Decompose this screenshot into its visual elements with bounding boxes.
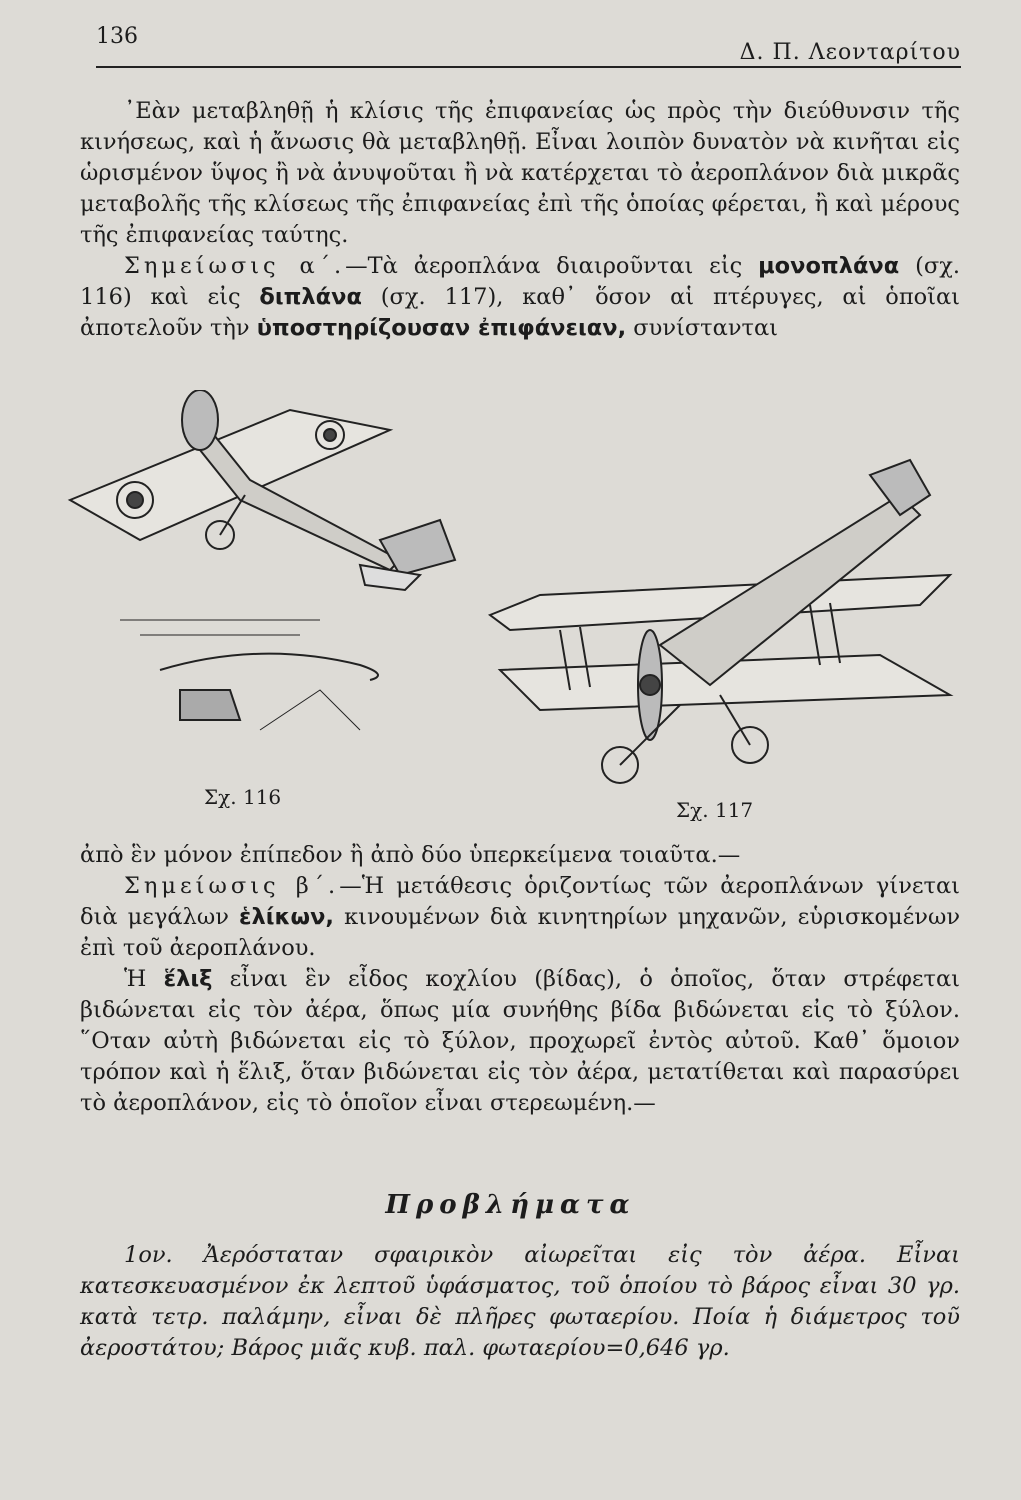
term-supporting-surface: ὑποστηρίζουσαν ἐπιφάνειαν, (256, 315, 627, 341)
page-header (96, 24, 961, 66)
text-block-middle (80, 840, 960, 1119)
term-biplanes: διπλάνα (259, 284, 362, 310)
note-alpha (80, 251, 960, 344)
biplane-illustration (480, 455, 960, 805)
note-alpha-text-d: συνίστανται (626, 315, 778, 341)
helix-text: εἶναι ἓν εἶδος κοχλίου (βίδας), ὁ ὁποῖος, ὅταν στρέφεται βιδώνεται εἰς τὸν ἀέρα, ὅπως μία συνήθης βίδα βιδώνεται εἰς τὸ ξύλον. ῞Οταν αὐτὴ βιδώνεται εἰς τὸ ξύλον, προχωρεῖ ἐντὸς αὐτοῦ. Καθ᾽ ὅμοιον τρόπον καὶ ἡ ἕλιξ, ὅταν βιδώνεται εἰς τὸν ἀέρα, μετατίθεται καὶ παρασύρει τὸ ἀεροπλάνον, εἰς τὸ ὁποῖον εἶναι στερεωμένη.— (80, 966, 960, 1116)
problems-heading: Προβλήματα (385, 1190, 636, 1220)
running-head: Δ. Π. Λεονταρίτου (739, 40, 961, 65)
note-alpha-text-c: (σχ. 117), καθ᾽ ὅσον αἱ πτέρυγες, αἱ ὁποῖαι ἀποτελοῦν τὴν (80, 284, 961, 341)
note-beta-text-b: κινουμένων διὰ κινητηρίων μηχανῶν, εὑρισκομένων ἐπὶ τοῦ ἀεροπλάνου. (80, 904, 960, 961)
term-monoplanes: μονοπλάνα (758, 253, 900, 279)
paragraph-inclination: ᾽Εὰν μεταβληθῇ ἡ κλίσις τῆς ἐπιφανείας ὡς πρὸς τὴν διεύθυνσιν τῆς κινήσεως, καὶ ἡ ἄνωσις θὰ μεταβληθῇ. Εἶναι λοιπὸν δυνατὸν νὰ κινῆται εἰς ὡρισμένον ὕψος ἢ νὰ ἀνυψοῦται ἢ νὰ κατέρχεται τὸ ἀεροπλάνον διὰ μικρᾶς μεταβολῆς τῆς κλίσεως τῆς ἐπιφανείας ἐπὶ τῆς ὁποίας φέρεται, ἢ καὶ μέρους τῆς ἐπιφανείας ταύτης. (80, 98, 960, 248)
problem-1 (80, 1240, 960, 1364)
note-beta-label: Σημείωσις β΄. (124, 873, 340, 899)
note-alpha-text-a: —Τὰ ἀεροπλάνα διαιροῦνται εἰς (345, 253, 759, 279)
term-propellers: ἑλίκων, (239, 904, 334, 930)
problems-block (80, 1240, 960, 1364)
paragraph-helix (80, 964, 960, 1119)
term-helix: ἕλιξ (163, 966, 213, 992)
note-alpha-label: Σημείωσις α΄. (124, 253, 346, 279)
problem-1-number: 1ον. (124, 1242, 173, 1268)
figure-117-caption: Σχ. 117 (676, 798, 754, 822)
page-number: 136 (96, 24, 138, 49)
note-beta (80, 871, 960, 964)
text-block-top (80, 96, 960, 344)
helix-lead: Ἡ (124, 966, 164, 992)
monoplane-illustration (60, 390, 480, 770)
note-alpha-text-b: (σχ. 116) καὶ εἰς (80, 253, 961, 310)
continuation-line: ἀπὸ ἓν μόνον ἐπίπεδον ἢ ἀπὸ δύο ὑπερκείμενα τοιαῦτα.— (80, 842, 741, 868)
problem-1-text: Ἀερόσταταν σφαιρικὸν αἰωρεῖται εἰς τὸν ἀέρα. Εἶναι κατεσκευασμένον ἐκ λεπτοῦ ὑφάσματος, τοῦ ὁποίου τὸ βάρος εἶναι 30 γρ. κατὰ τετρ. παλάμην, εἶναι δὲ πλῆρες φωταερίου. Ποία ἡ διάμετρος τοῦ ἀεροστάτου; Βάρος μιᾶς κυβ. παλ. φωταερίου=0,646 γρ. (80, 1242, 960, 1361)
figure-116-caption: Σχ. 116 (204, 785, 282, 809)
note-beta-text-a: —Ἡ μετάθεσις ὁριζοντίως τῶν ἀεροπλάνων γίνεται διὰ μεγάλων (80, 873, 960, 930)
header-rule (96, 66, 961, 68)
